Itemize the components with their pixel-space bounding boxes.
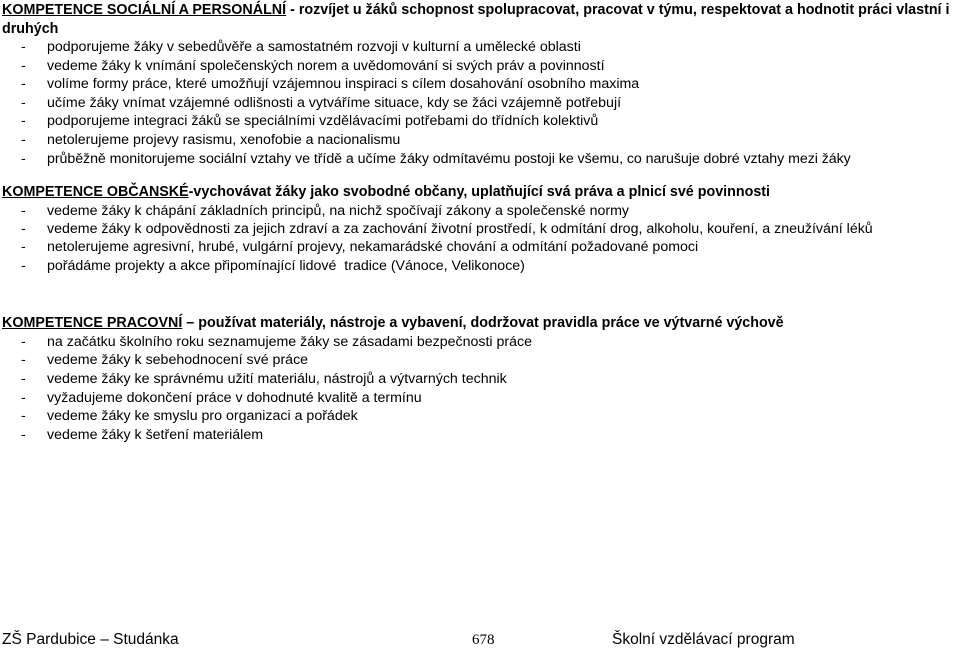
competence-list bbox=[0, 38, 960, 168]
list-item-text: vedeme žáky ke správnému užití materiálu, nástrojů a výtvarných technik bbox=[47, 370, 507, 387]
section-heading bbox=[0, 183, 960, 202]
list-item-text: vedeme žáky k chápání základních principů, na nichž spočívají zákony a společenské normy bbox=[47, 202, 629, 219]
heading-title: KOMPETENCE PRACOVNÍ bbox=[2, 315, 183, 331]
heading-description: - rozvíjet u žáků schopnost spolupracovat, pracovat v týmu, respektovat a hodnotit práci vlastní i druhých bbox=[2, 2, 950, 37]
bullet-dash: - bbox=[21, 57, 26, 74]
list-item-text: netolerujeme agresivní, hrubé, vulgární projevy, nekamarádské chování a odmítání požadované pomoci bbox=[47, 239, 699, 256]
bullet-dash: - bbox=[21, 408, 26, 425]
bullet-dash: - bbox=[21, 427, 26, 444]
list-item-text: vedeme žáky k odpovědnosti za jejich zdraví a za zachování životní prostředí, k odmítání drog, alkoholu, kouření, a zneužívání léků bbox=[47, 220, 873, 237]
list-item-text: podporujeme žáky v sebedůvěře a samostatném rozvoji v kulturní a umělecké oblasti bbox=[47, 39, 581, 55]
footer-school-name: ZŠ Pardubice – Studánka bbox=[2, 631, 179, 648]
bullet-dash: - bbox=[21, 257, 26, 274]
list-item bbox=[0, 112, 960, 131]
heading-description: -vychovávat žáky jako svobodné občany, uplatňující svá práva a plnicí své povinnosti bbox=[188, 184, 771, 200]
list-item bbox=[0, 94, 960, 113]
section-heading bbox=[0, 314, 960, 333]
page-footer bbox=[0, 631, 960, 651]
list-item bbox=[0, 351, 960, 370]
list-item bbox=[0, 333, 960, 352]
bullet-dash: - bbox=[21, 202, 26, 219]
bullet-dash: - bbox=[21, 131, 26, 148]
list-item-text: netolerujeme projevy rasismu, xenofobie a nacionalismu bbox=[47, 131, 401, 148]
list-item-text: vyžadujeme dokončení práce v dohodnuté kvalitě a termínu bbox=[47, 389, 422, 406]
footer-program-title: Školní vzdělávací program bbox=[612, 631, 795, 648]
heading-title: KOMPETENCE SOCIÁLNÍ A PERSONÁLNÍ bbox=[2, 2, 287, 18]
heading-title: KOMPETENCE OBČANSKÉ bbox=[2, 184, 189, 200]
section-civic-competence bbox=[0, 183, 960, 275]
list-item bbox=[0, 75, 960, 94]
list-item bbox=[0, 131, 960, 150]
bullet-dash: - bbox=[21, 220, 26, 237]
bullet-dash: - bbox=[21, 76, 26, 93]
list-item bbox=[0, 257, 960, 275]
list-item bbox=[0, 407, 960, 426]
heading-description: – používat materiály, nástroje a vybavení, dodržovat pravidla práce ve výtvarné výchově bbox=[182, 315, 784, 331]
list-item-text: vedeme žáky k šetření materiálem bbox=[47, 427, 264, 444]
competence-list bbox=[0, 202, 960, 276]
list-item bbox=[0, 426, 960, 445]
list-item bbox=[0, 38, 960, 57]
list-item bbox=[0, 57, 960, 76]
bullet-dash: - bbox=[21, 333, 26, 350]
section-social-competence bbox=[0, 1, 960, 168]
list-item bbox=[0, 389, 960, 408]
list-item-text: volíme formy práce, které umožňují vzájemnou inspiraci s cílem dosahování osobního maxima bbox=[47, 76, 640, 93]
bullet-dash: - bbox=[21, 370, 26, 387]
bullet-dash: - bbox=[21, 239, 26, 256]
bullet-dash: - bbox=[21, 150, 26, 167]
bullet-dash: - bbox=[21, 39, 26, 55]
list-item-text: průběžně monitorujeme sociální vztahy ve třídě a učíme žáky odmítavému postoji ke všemu, co narušuje dobré vztahy mezi žáky bbox=[47, 150, 851, 167]
list-item bbox=[0, 150, 960, 169]
list-item-text: na začátku školního roku seznamujeme žáky se zásadami bezpečnosti práce bbox=[47, 333, 532, 350]
bullet-dash: - bbox=[21, 389, 26, 406]
list-item-text: vedeme žáky k vnímání společenských norem a uvědomování si svých práv a povinností bbox=[47, 57, 605, 74]
list-item bbox=[0, 370, 960, 389]
competence-list bbox=[0, 333, 960, 445]
list-item bbox=[0, 202, 960, 220]
section-work-competence bbox=[0, 314, 960, 445]
list-item bbox=[0, 220, 960, 238]
list-item bbox=[0, 238, 960, 256]
section-heading bbox=[0, 1, 960, 38]
list-item-text: pořádáme projekty a akce připomínající lidové tradice (Vánoce, Velikonoce) bbox=[47, 257, 525, 274]
list-item-text: vedeme žáky ke smyslu pro organizaci a pořádek bbox=[47, 408, 358, 425]
page-number: 678 bbox=[472, 632, 495, 648]
list-item-text: vedeme žáky k sebehodnocení své práce bbox=[47, 352, 309, 369]
bullet-dash: - bbox=[21, 113, 26, 130]
list-item-text: učíme žáky vnímat vzájemné odlišnosti a vytváříme situace, kdy se žáci vzájemně potřebují bbox=[47, 94, 622, 111]
bullet-dash: - bbox=[21, 352, 26, 369]
bullet-dash: - bbox=[21, 94, 26, 111]
list-item-text: podporujeme integraci žáků se speciálními vzdělávacími potřebami do třídních kolektivů bbox=[47, 113, 599, 130]
